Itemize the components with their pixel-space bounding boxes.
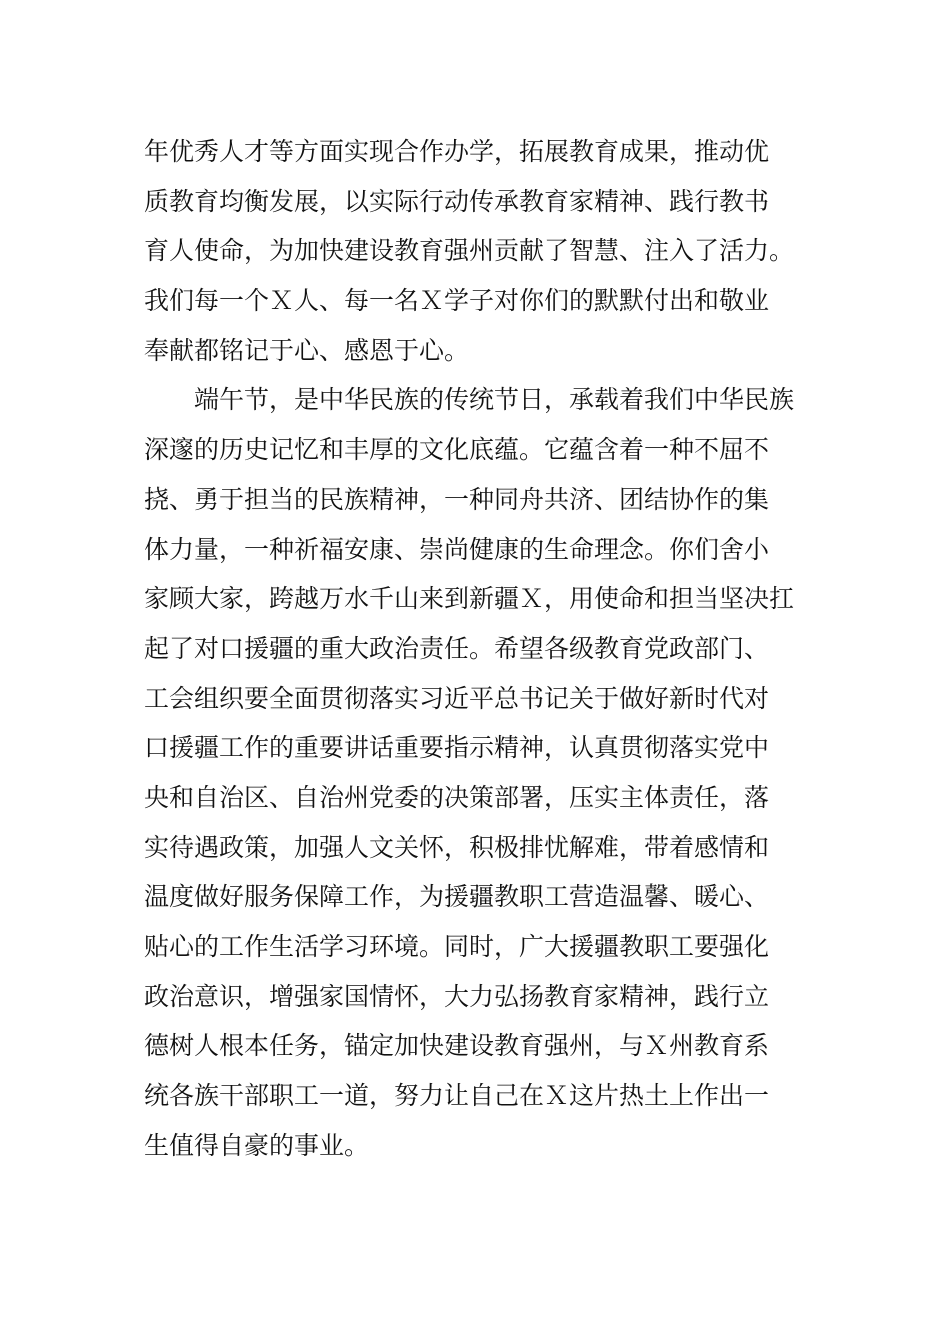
text-line: 年优秀人才等方面实现合作办学，拓展教育成果，推动优 [144,137,770,166]
text-line: 质教育均衡发展，以实际行动传承教育家精神、践行教书 [144,186,770,216]
text-line: 贴心的工作生活学习环境。同时，广大援疆教职工要强化 [144,932,770,961]
text-line: 端午节，是中华民族的传统节日，承载着我们中华民族 [144,385,795,415]
text-line: 央和自治区、自治州党委的决策部署，压实主体责任，落 [144,782,770,812]
text-line: 统各族干部职工一道，努力让自己在Ｘ这片热土上作出一 [144,1081,770,1111]
text-line: 政治意识，增强家国情怀，大力弘扬教育家精神，践行立 [144,981,770,1011]
text-line: 体力量，一种祈福安康、崇尚健康的生命理念。你们舍小 [144,534,770,564]
text-line: 深邃的历史记忆和丰厚的文化底蕴。它蕴含着一种不屈不 [144,435,770,465]
text-line: 德树人根本任务，锚定加快建设教育强州，与Ｘ州教育系 [144,1031,770,1061]
text-line: 起了对口援疆的重大政治责任。希望各级教育党政部门、 [144,633,770,663]
text-line: 温度做好服务保障工作，为援疆教职工营造温馨、暖心、 [144,882,770,912]
text-line: 挠、勇于担当的民族精神，一种同舟共济、团结协作的集 [144,484,770,514]
text-line: 家顾大家，跨越万水千山来到新疆Ｘ，用使命和担当坚决扛 [144,584,795,614]
text-line: 育人使命，为加快建设教育强州贡献了智慧、注入了活力。 [144,236,795,266]
text-line: 实待遇政策，加强人文关怀，积极排忧解难，带着感情和 [144,832,770,862]
body-text [144,127,824,1170]
text-line: 口援疆工作的重要讲话重要指示精神，认真贯彻落实党中 [144,733,770,763]
text-line: 工会组织要全面贯彻落实习近平总书记关于做好新时代对 [144,683,770,713]
text-line: 奉献都铭记于心、感恩于心。 [144,335,470,365]
text-line: 生值得自豪的事业。 [144,1130,370,1160]
text-line: 我们每一个Ｘ人、每一名Ｘ学子对你们的默默付出和敬业 [144,286,770,316]
